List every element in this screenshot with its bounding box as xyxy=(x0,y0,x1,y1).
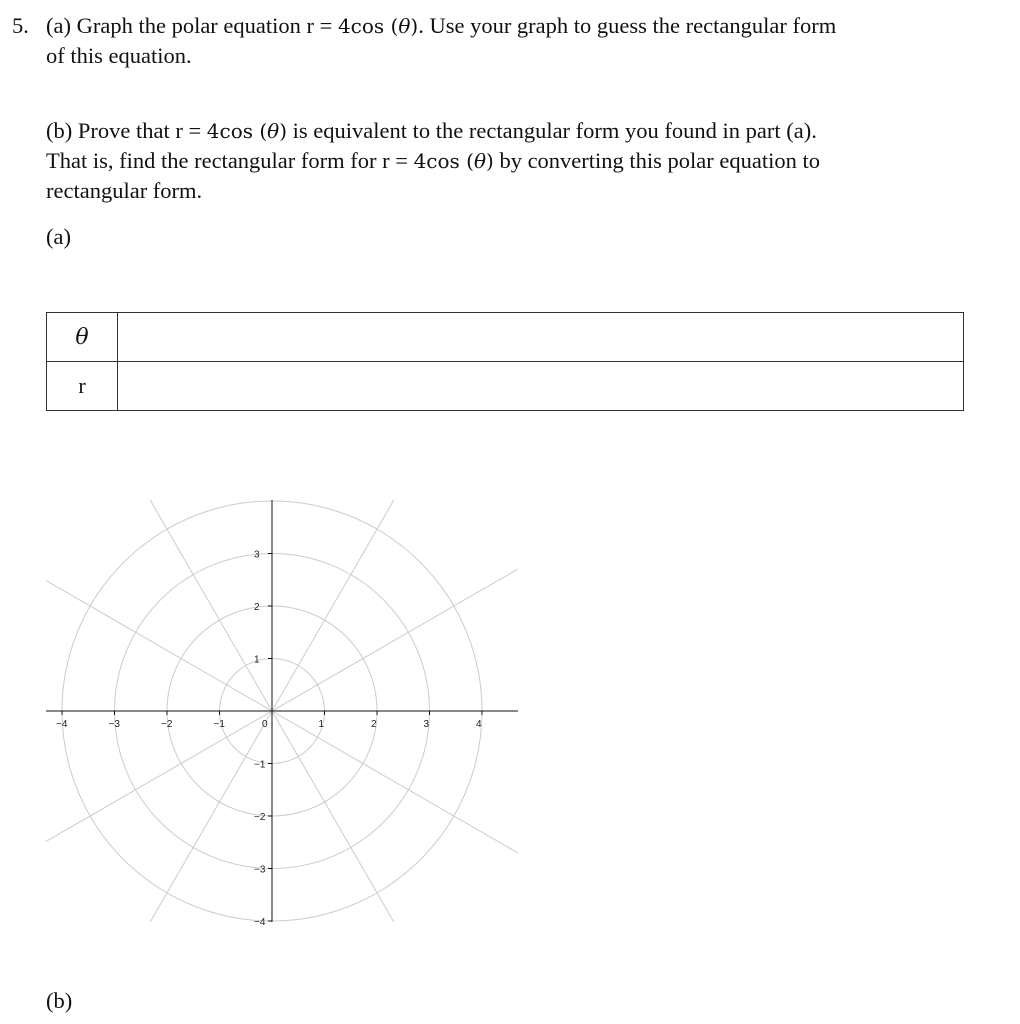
equation-text: 4cos ( xyxy=(337,14,399,38)
y-tick-label: −4 xyxy=(254,917,266,928)
equation-close: ) xyxy=(279,119,288,143)
x-tick-label: −4 xyxy=(56,719,68,730)
equation-close: ) xyxy=(410,14,419,38)
part-b-text-pre: (b) Prove that r = xyxy=(46,118,207,143)
theta-header: θ xyxy=(75,325,89,350)
y-tick-label: 3 xyxy=(254,549,260,561)
polar-grid-lines xyxy=(0,191,792,1024)
equation-text: 4cos ( xyxy=(206,119,268,143)
polar-spoke-120 xyxy=(0,191,572,1024)
x-tick-label: 4 xyxy=(476,719,482,730)
theta-symbol: θ xyxy=(473,149,486,173)
part-b-text-post: is equivalent to the rectangular form you found in part (a). xyxy=(287,118,817,143)
part-b-line2-pre: That is, find the rectangular form for r = xyxy=(46,148,414,173)
part-a-prompt-line2: of this equation. xyxy=(46,43,192,68)
y-tick-label: −3 xyxy=(254,864,266,876)
y-tick-label: −2 xyxy=(254,812,266,823)
r-header: r xyxy=(78,373,86,398)
y-tick-label: −1 xyxy=(254,759,266,771)
polar-spoke-60 xyxy=(0,191,572,1024)
answer-label-b: (b) xyxy=(46,988,73,1013)
x-tick-label: 2 xyxy=(371,719,377,730)
part-b-prompt-line3: rectangular form. xyxy=(46,178,203,203)
x-tick-label: 0 xyxy=(262,719,268,730)
part-a-text-pre: (a) Graph the polar equation r = xyxy=(46,13,338,38)
equation-close: ) xyxy=(486,149,494,173)
y-tick-label: 2 xyxy=(254,602,260,613)
y-tick-label: 1 xyxy=(254,654,260,666)
part-b-line2-post: by converting this polar equation to xyxy=(493,148,820,173)
x-tick-label: 1 xyxy=(318,719,325,730)
theta-symbol: θ xyxy=(398,14,411,38)
x-tick-label: −1 xyxy=(213,719,225,730)
x-tick-label: −2 xyxy=(161,719,173,730)
equation-text: 4cos ( xyxy=(413,149,474,173)
axes xyxy=(46,500,518,922)
x-tick-label: 3 xyxy=(423,719,430,730)
theta-symbol: θ xyxy=(267,119,280,143)
x-tick-label: −3 xyxy=(108,719,120,730)
part-a-text-post: . Use your graph to guess the rectangular form xyxy=(418,13,837,38)
question-number: 5. xyxy=(12,13,29,38)
answer-label-a: (a) xyxy=(46,224,71,249)
